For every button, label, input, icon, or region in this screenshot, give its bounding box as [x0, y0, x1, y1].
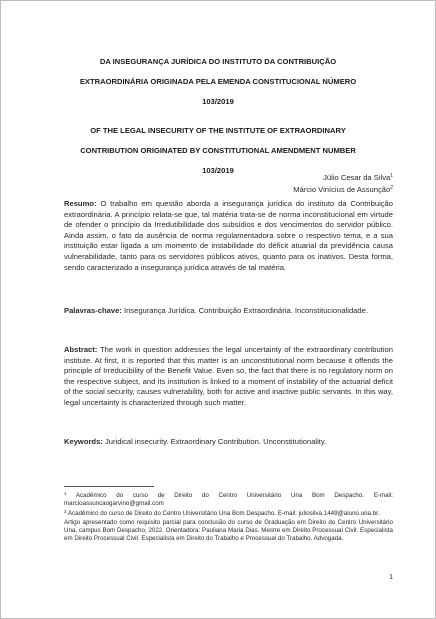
footnote-marker: 1 [390, 173, 393, 179]
author [293, 183, 393, 195]
title-en-line: CONTRIBUTION ORIGINATED BY CONSTITUTIONAL AMENDMENT NUMBER [80, 146, 356, 155]
keywords-label: Keywords: [64, 437, 103, 446]
title-pt-line: 103/2019 [202, 97, 234, 106]
author [293, 171, 393, 183]
footnotes [64, 490, 393, 543]
resumo-label: Resumo: [64, 199, 97, 208]
footnote-text: Acadêmico do curso de Direito do Centro Universitário Una Bom Despacho. E-mail: juliosilva.1449@aluno.una.br. [67, 510, 380, 518]
title-en-line: OF THE LEGAL INSECURITY OF THE INSTITUTE OF EXTRAORDINARY [90, 126, 346, 135]
title-en-line: 103/2019 [202, 166, 234, 175]
abstract-section [64, 345, 393, 409]
keywords-section [64, 437, 393, 448]
footnote-marker: 2 [390, 185, 393, 191]
palavras-chave-label: Palavras-chave: [64, 306, 122, 315]
footnote-number: 2 [64, 509, 67, 515]
abstract-label: Abstract: [64, 345, 98, 354]
resumo-text: O trabalho em questão aborda a insegurança jurídica do instituto da Contribuição extraordinária. A princípio relata-se que, tal matéria trata-se de norma inconstitucional em virtude de ofender o princípio da Irredutibilidade dos subsídios e dos vencimentos do servidor público. Ainda assim, o fato da ausência de norma regulamentadora sobre o respectivo tema, e a sua instituição estar ligada a um momento de instabilidade do déficit atuarial da previdência causa vulnerabilidade, tanto para os servidores públicos ativos, quanto para os inativos. Desta forma, sendo caracterizado a insegurança jurídica através de tal matéria. [64, 199, 393, 272]
footnote [64, 508, 393, 518]
footnote-text: Artigo apresentado como requisito parcial para conclusão do curso de Graduação em Direito do Centro Universitário Una, campus Bom Despacho, 2022. Orientadora: Pauliana Maria Dias. Mestre em Direito Processual Civil. Especialista em Direito Processual Civil. Especialista em Direito do Trabalho e Processual do Trabalho. Advogada. [64, 518, 393, 543]
title-portuguese [41, 52, 395, 112]
author-name: Júlio Cesar da Silva [323, 173, 391, 182]
footnote-number: 1 [64, 491, 67, 496]
footnote-note [64, 519, 393, 544]
palavras-chave-text: Insegurança Jurídica. Contribuição Extraordinária. Inconstitucionalidade. [123, 306, 368, 315]
title-pt-line: EXTRAORDINÁRIA ORIGINADA PELA EMENDA CONSTITUCIONAL NÚMERO [79, 77, 357, 86]
title-pt-line: DA INSEGURANÇA JURÍDICA DO INSTITUTO DA CONTRIBUIÇÃO [99, 57, 337, 66]
keywords-text: Juridical insecurity. Extraordinary Contribution. Unconstitutionality. [104, 437, 327, 446]
footnote [64, 490, 393, 508]
palavras-chave-section [64, 306, 393, 317]
resumo-section [64, 199, 393, 273]
author-list [293, 171, 393, 195]
page-number: 1 [389, 574, 393, 581]
author-name: Márcio Vinícius de Assunção [293, 185, 391, 194]
abstract-text: The work in question addresses the legal uncertainty of the extraordinary contribution institute. At first, it is reported that this matter is an unconstitutional norm because it offends the principle of Irreducibility of the Benefit Value. Even so, the fact that there is no regulatory norm on the respective subject, and its institution is linked to a moment of instability of the actuarial deficit of the social security, causes vulnerability, both for active and inactive public servants. In this way, legal uncertainty is characterized through such matter. [64, 345, 393, 407]
footnote-divider [64, 486, 154, 487]
footnote-text: Acadêmico do curso de Direito do Centro Universitário Una Bom Despacho. E-mail: marcioassuncaogarvino@gmail.com [64, 492, 393, 508]
